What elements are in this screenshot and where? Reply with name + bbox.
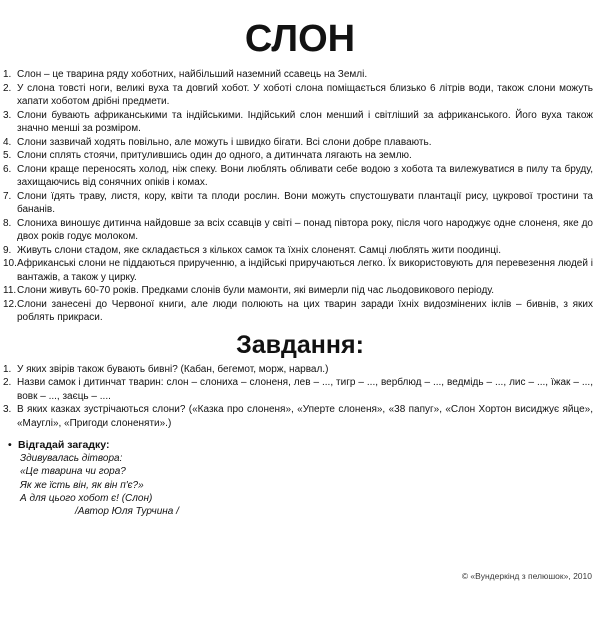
fact-number: 6. (3, 163, 12, 175)
fact-number: 8. (3, 217, 12, 229)
tasks-title: Завдання: (236, 330, 364, 359)
fact-text: Слони їдять траву, листя, кору, квіти та плоди рослин. Вони можуть спустошувати плантації рису, цукрової тростини та бананів. (17, 190, 593, 215)
fact-number: 7. (3, 190, 12, 202)
fact-item (3, 217, 593, 244)
fact-text: Слониха виношує дитинча найдовше за всіх ссавців у світі – понад півтора року, після чого народжує одне слоненя, яке до двох років годує молоком. (17, 217, 593, 242)
riddle-heading: Відгадай загадку: (18, 439, 110, 451)
fact-item (3, 109, 593, 136)
fact-text: Слони краще переносять холод, ніж спеку. Вони люблять обливати себе водою з хобота та вилежуватися в пилу та бруду, захищаючись від сонячних опіків і комах. (17, 163, 593, 188)
fact-number: 11. (3, 285, 17, 296)
fact-number: 2. (3, 82, 12, 94)
fact-text: Африканські слони не піддаються прирученню, а індійські приручаються легко. Їх використовують для перевезення людей і вантажів, а також у цирку. (17, 258, 593, 283)
fact-text: Слон – це тварина ряду хоботних, найбільший наземний ссавець на Землі. (17, 69, 368, 80)
tasks-list (0, 363, 600, 431)
card-page (0, 19, 600, 619)
riddle-line: Здивувалась дітвора: (20, 453, 123, 465)
fact-text: У слона товсті ноги, великі вуха та довгий хобот. У хоботі слона поміщається близько 6 літрів води, також слони можуть хапати хоботом дрібні предмети. (17, 82, 593, 107)
task-number: 2. (3, 377, 12, 388)
copyright-notice: © «Вундеркінд з пелюшок», 2010 (461, 571, 592, 581)
fact-number: 9. (3, 244, 12, 256)
fact-text: Слони занесені до Червоної книги, але люди полюють на цих тварин заради їхніх видозмінених іклів – бивнів, з яких роблять прикраси. (17, 298, 593, 323)
task-number: 1. (3, 363, 12, 375)
fact-number: 10. (3, 258, 17, 269)
fact-item (3, 284, 593, 298)
fact-number: 1. (3, 69, 12, 80)
fact-number: 5. (3, 150, 12, 161)
fact-text: Слони бувають африканськими та індійськими. Індійський слон менший і світліший за африканського. Його вуха також значно менші за розміром. (17, 109, 593, 134)
fact-item (3, 68, 593, 82)
riddle-block (0, 439, 600, 518)
facts-list (0, 68, 600, 325)
fact-item (3, 149, 593, 163)
riddle-line: «Це тварина чи гора? (20, 466, 126, 478)
task-item (3, 403, 593, 430)
fact-number: 4. (3, 136, 12, 148)
riddle-author: /Автор Юля Турчина / (75, 506, 179, 518)
fact-item (3, 244, 593, 258)
fact-text: Живуть слони стадом, яке складається з кількох самок та їхніх слоненят. Самці люблять жити поодинці. (17, 244, 502, 256)
task-number: 3. (3, 404, 12, 415)
riddle-heading-row (8, 439, 600, 452)
page-title: СЛОН (244, 18, 356, 60)
fact-text: Слони сплять стоячи, притулившись один до одного, а дитинчата лягають на землю. (17, 150, 412, 161)
task-item (3, 376, 593, 403)
fact-item (3, 82, 593, 109)
fact-item (3, 190, 593, 217)
fact-item (3, 163, 593, 190)
task-text: Назви самок і дитинчат тварин: слон – слониха – слоненя, лев – ..., тигр – ..., верблюд – ..., ведмідь – ..., лис – ..., їжак – ..., вовк – ..., заєць – .... (17, 377, 593, 402)
fact-item (3, 136, 593, 150)
fact-number: 12. (3, 298, 17, 310)
fact-number: 3. (3, 109, 12, 121)
fact-text: Слони живуть 60-70 років. Предками слонів були мамонти, які вимерли під час льодовикового періоду. (17, 285, 495, 296)
riddle-line: Як же їсть він, як він п'є?» (20, 479, 144, 491)
fact-item (3, 298, 593, 325)
task-text: У яких звірів також бувають бивні? (Кабан, бегемот, морж, нарвал.) (17, 363, 329, 375)
task-text: В яких казках зустрічаються слони? («Казка про слоненя», «Уперте слоненя», «38 папуг», «Слон Хортон висиджує яйце», «Мауглі», «Пригоди слоненяти».) (17, 404, 593, 429)
bullet-icon: • (8, 439, 12, 451)
fact-text: Слони зазвичай ходять повільно, але можуть і швидко бігати. Всі слони добре плавають. (17, 136, 432, 148)
task-item (3, 363, 593, 377)
riddle-line: А для цього хобот є! (Слон) (20, 492, 153, 504)
fact-item (3, 257, 593, 284)
